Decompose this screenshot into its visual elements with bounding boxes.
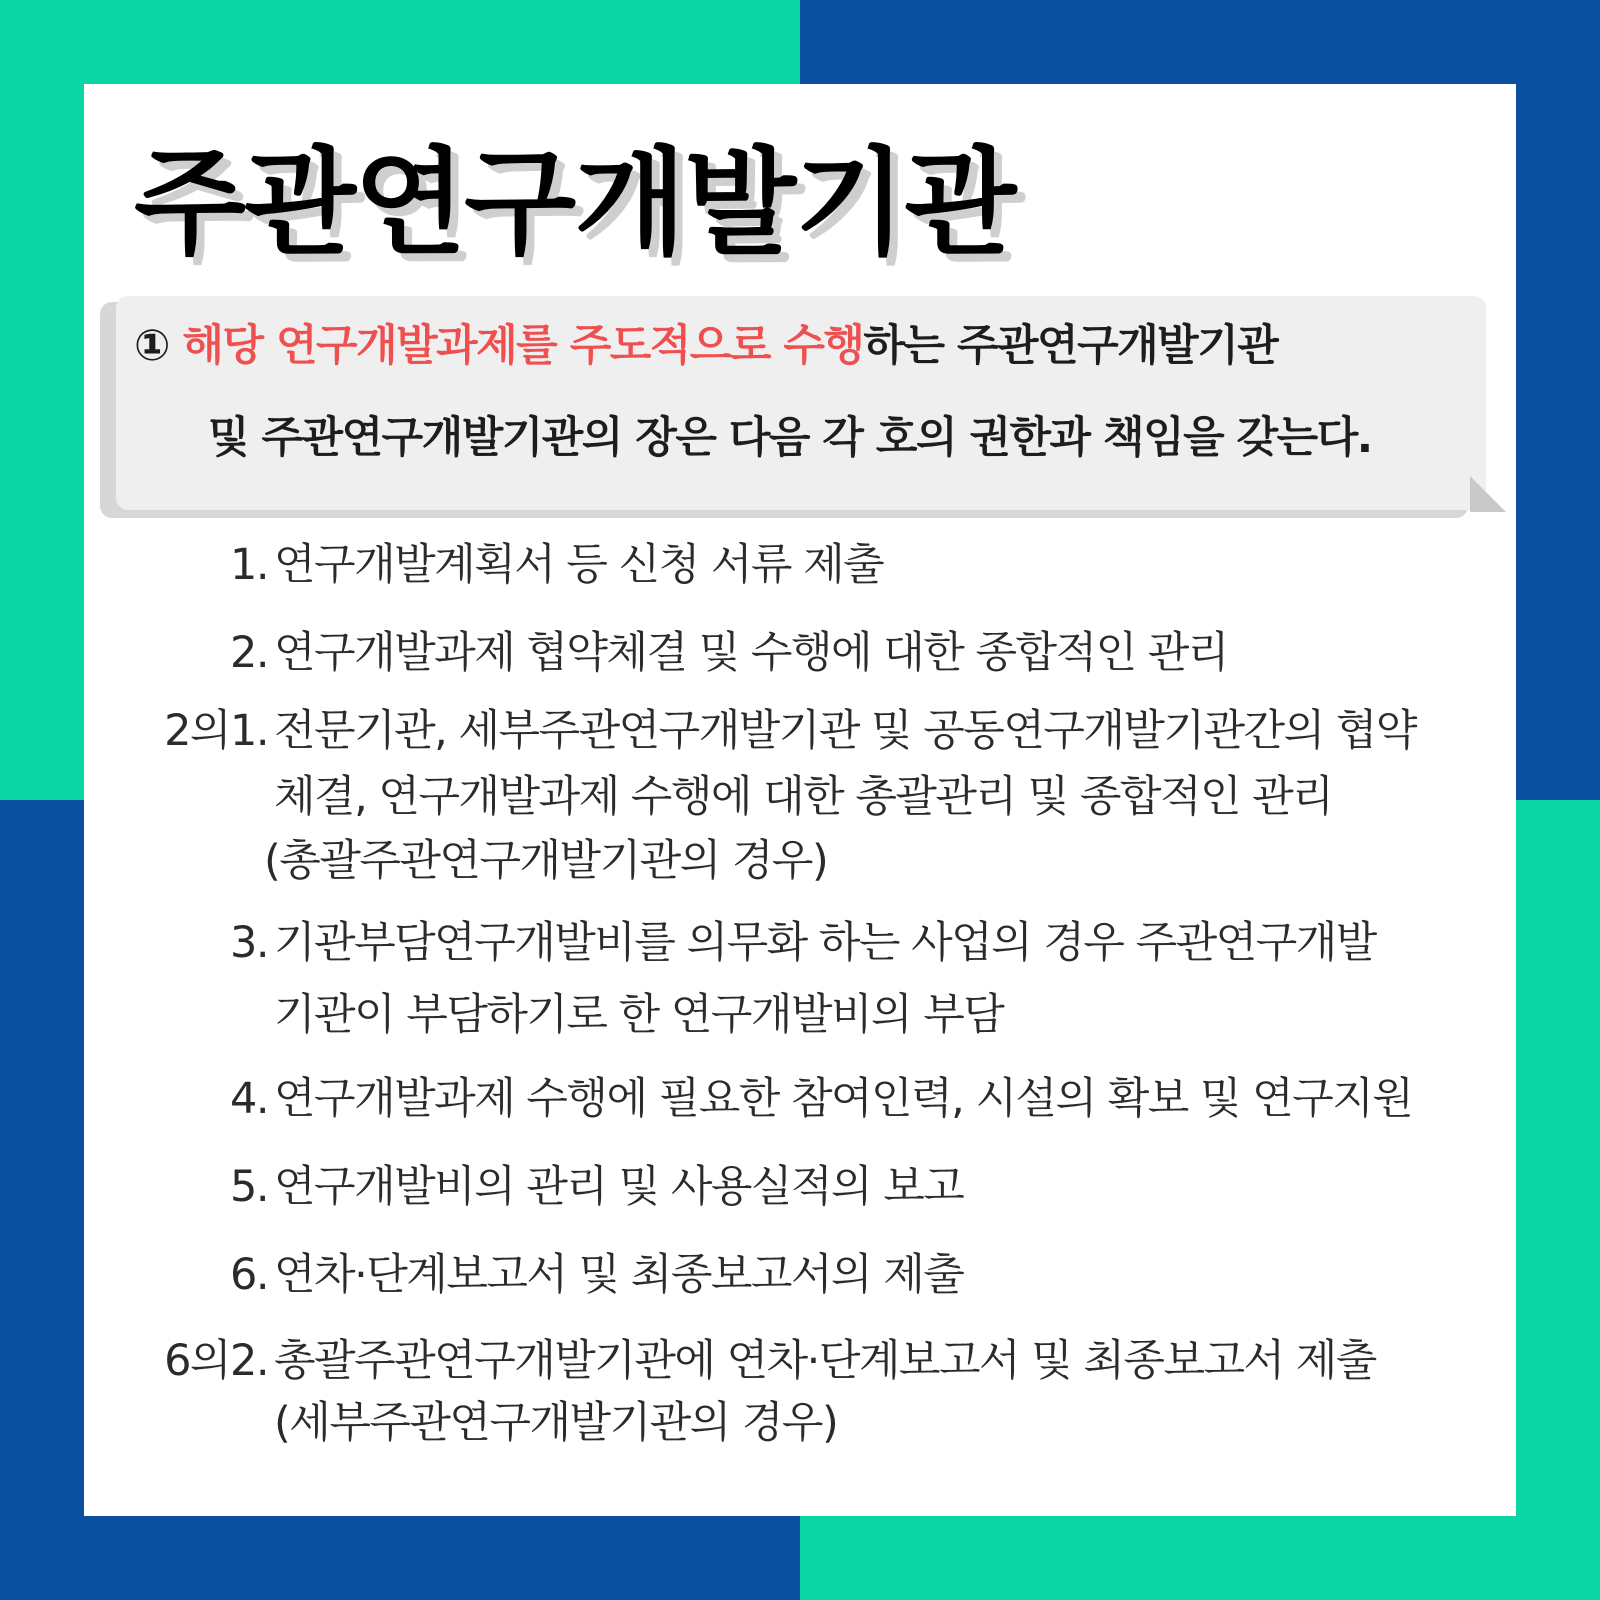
item-number: 6의2.	[164, 1336, 268, 1386]
item-number: 2의1.	[164, 706, 268, 756]
intro-line1-rest: 하는 주관연구개발기관	[863, 321, 1278, 371]
item-text: 기관이 부담하기로 한 연구개발비의 부담	[274, 990, 1004, 1040]
item-number: 3.	[229, 918, 268, 968]
item-number: 1.	[229, 540, 268, 590]
item-text: (총괄주관연구개발기관의 경우)	[264, 836, 828, 886]
item-number: 5.	[229, 1162, 268, 1212]
item-text: 전문기관, 세부주관연구개발기관 및 공동연구개발기관간의 협약	[274, 706, 1416, 756]
item-number: 6.	[229, 1250, 268, 1300]
item-text: (세부주관연구개발기관의 경우)	[274, 1398, 838, 1448]
intro-line-2: 및 주관연구개발기관의 장은 다음 각 호의 권한과 책임을 갖는다.	[208, 413, 1372, 463]
item-text: 연구개발계획서 등 신청 서류 제출	[274, 540, 884, 590]
item-text: 연구개발비의 관리 및 사용실적의 보고	[274, 1162, 964, 1212]
intro-marker: ①	[134, 321, 169, 371]
item-text: 기관부담연구개발비를 의무화 하는 사업의 경우 주관연구개발	[274, 918, 1376, 968]
item-number: 2.	[229, 628, 268, 678]
note-fold-corner	[1470, 476, 1506, 512]
item-number: 4.	[229, 1074, 268, 1124]
item-text: 체결, 연구개발과제 수행에 대한 총괄관리 및 종합적인 관리	[274, 772, 1333, 822]
content-card	[84, 84, 1516, 1516]
intro-highlight: 해당 연구개발과제를 주도적으로 수행	[182, 321, 864, 371]
intro-line-1	[134, 312, 1277, 373]
page-title: 주관연구개발기관	[134, 136, 1015, 271]
item-text: 총괄주관연구개발기관에 연차·단계보고서 및 최종보고서 제출	[274, 1336, 1376, 1386]
item-text: 연차·단계보고서 및 최종보고서의 제출	[274, 1250, 964, 1300]
item-text: 연구개발과제 협약체결 및 수행에 대한 종합적인 관리	[274, 628, 1228, 678]
item-text: 연구개발과제 수행에 필요한 참여인력, 시설의 확보 및 연구지원	[274, 1074, 1413, 1124]
